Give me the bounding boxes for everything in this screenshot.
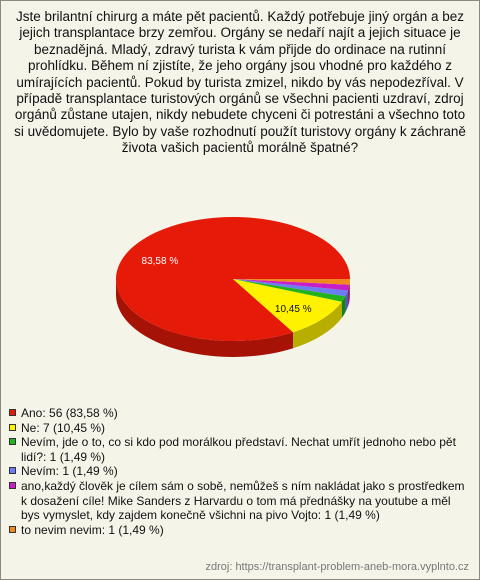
chart-legend <box>9 406 471 537</box>
poll-question: Jste brilantní chirurg a máte pět pacientů. Každý potřebuje jiný orgán a bez jejich transplantace brzy zemřou. Orgány se nedaří najít a jejich situace je beznadějná. Mladý, zdravý turista k vám přijde do ordinace na rutinní prohlídku. Během ní zjistíte, že jeho orgány jsou vhodné pro každého z umírajících pacientů. Pokud by turista zmizel, nikdo by vás nepodezříval. V případě transplantace turistových orgánů se všechni pacienti uzdraví, zdroj orgánů zůstane utajen, nikdy nebudete chyceni či potrestáni a všechno toto si uvědomujete. Bylo by vaše rozhodnutí použít turistovy orgány k záchraně života vašich pacientů morálně špatné? <box>14 9 466 156</box>
legend-swatch <box>9 424 16 431</box>
legend-item <box>9 421 471 436</box>
legend-label: Nevím: 1 (1,49 %) <box>21 464 118 479</box>
legend-item <box>9 406 471 421</box>
legend-swatch <box>9 482 16 489</box>
legend-item <box>9 479 471 523</box>
legend-item <box>9 435 471 464</box>
legend-label: to nevim nevim: 1 (1,49 %) <box>21 522 164 537</box>
legend-swatch <box>9 467 16 474</box>
legend-label: ano,každý člověk je cílem sám o sobě, nemůžeš s ním nakládat jako s prostředkem k dosažení cíle! Mike Sanders z Harvardu o tom má přednášky na youtube a měl bys vymyslet, kdy zajdem konečně všichni na pivo Vojto: 1 (1,49 %) <box>21 478 465 523</box>
legend-label: Nevím, jde o to, co si kdo pod morálkou představí. Nechat umřít jednoho nebo pět lidí?: 1 (1,49 %) <box>21 435 456 464</box>
legend-swatch <box>9 526 16 533</box>
pie-chart <box>1 181 480 406</box>
legend-item <box>9 523 471 538</box>
legend-label: Ne: 7 (10,45 %) <box>21 420 106 435</box>
pie-data-label-1: 10,45 % <box>274 303 312 315</box>
legend-swatch <box>9 438 16 445</box>
legend-label: Ano: 56 (83,58 %) <box>21 406 118 420</box>
legend-item <box>9 464 471 479</box>
legend-swatch <box>9 409 16 416</box>
pie-data-label-0: 83,58 % <box>141 256 179 268</box>
source-credit: zdroj: https://transplant-problem-aneb-mora.vyplnto.cz <box>205 561 469 573</box>
